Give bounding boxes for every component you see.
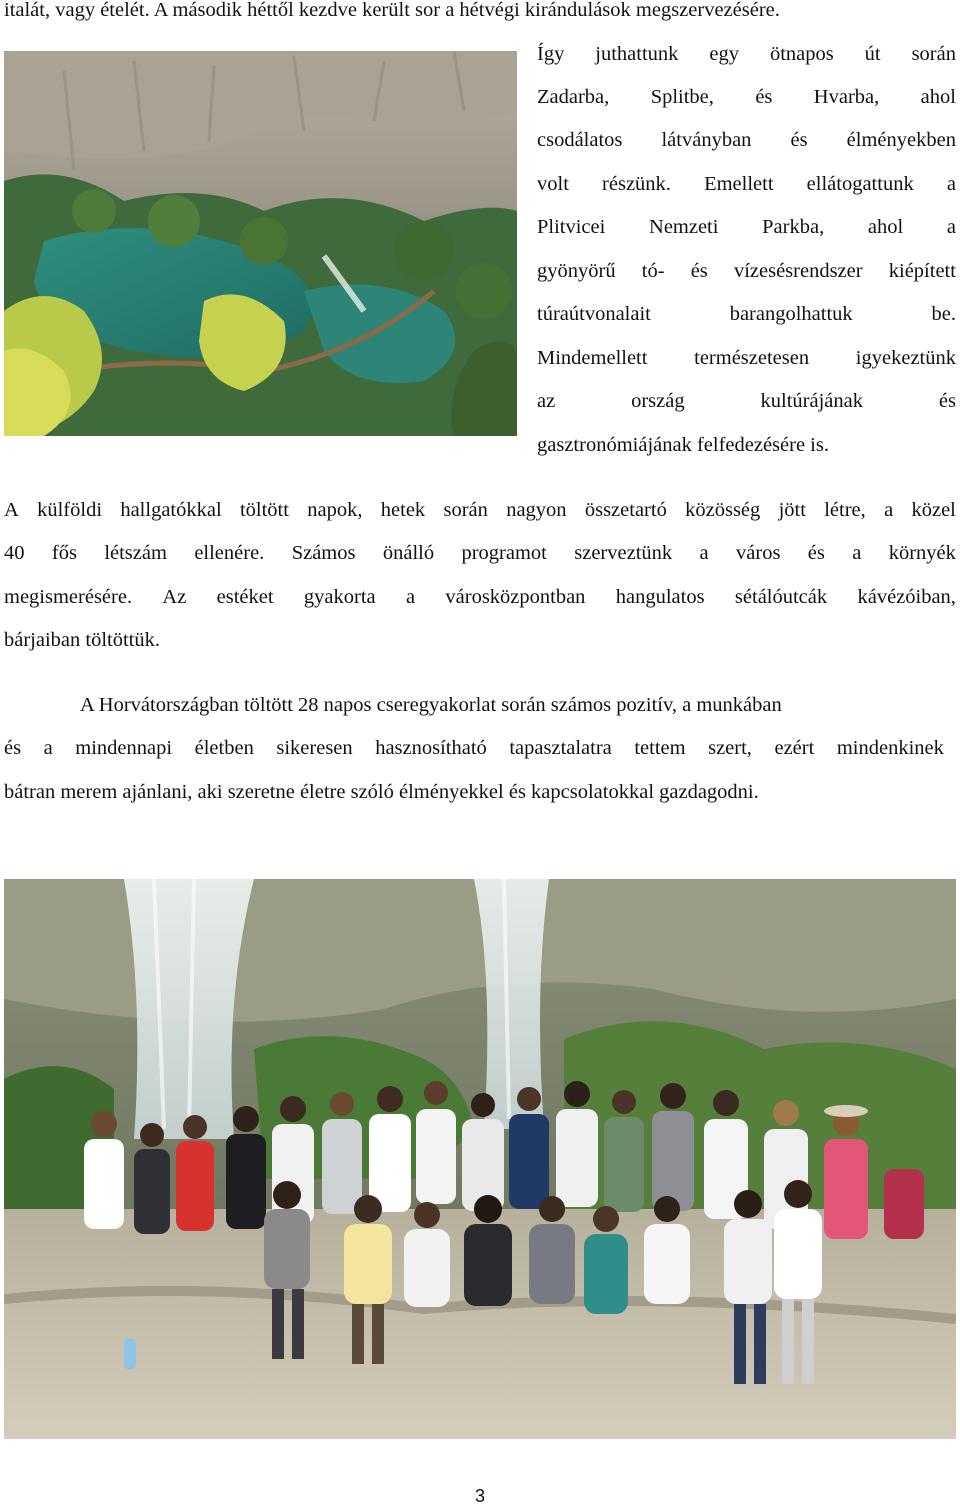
word: tettem xyxy=(634,737,686,759)
word: ötnapos xyxy=(769,43,834,65)
word: Zadarba, xyxy=(537,86,610,108)
paragraph-2-line-1 xyxy=(4,497,956,523)
paragraph-2-line-4: bárjaiban töltöttük. xyxy=(4,629,160,651)
side-text-line-5 xyxy=(537,214,956,240)
word: Számos xyxy=(291,542,356,564)
text-line-top: italát, vagy ételét. A második héttől kezdve került sor a hétvégi kirándulások megszervezésére. xyxy=(4,0,780,21)
word: vízesésrendszer xyxy=(733,260,863,282)
word: juthattunk xyxy=(595,43,679,65)
word: Nemzeti xyxy=(649,216,719,238)
word: tapasztalatra xyxy=(509,737,612,759)
word: az xyxy=(537,390,556,412)
side-text-line-6 xyxy=(537,258,956,284)
word: életben xyxy=(194,737,254,759)
side-text-line-2 xyxy=(537,84,956,110)
word: igyekeztünk xyxy=(855,347,956,369)
word: környék xyxy=(888,542,956,564)
word: megismerésére. xyxy=(4,586,133,608)
word: sétálóutcák xyxy=(734,586,828,608)
word: sikeresen xyxy=(276,737,353,759)
word: hallgatókkal xyxy=(120,499,222,521)
paragraph-2-line-2 xyxy=(4,540,956,566)
word: napok, xyxy=(307,499,363,521)
word: a xyxy=(946,216,956,238)
word: tó- xyxy=(641,260,665,282)
word: hasznosítható xyxy=(375,737,487,759)
word: természetesen xyxy=(694,347,810,369)
word: mindennapi xyxy=(75,737,173,759)
word: látványban xyxy=(661,129,752,151)
word: önálló xyxy=(382,542,435,564)
word: ország xyxy=(631,390,685,412)
word: kultúrájának xyxy=(760,390,863,412)
word: Emellett xyxy=(704,173,774,195)
word: mindenkinek xyxy=(836,737,944,759)
side-text-line-7 xyxy=(537,301,956,327)
word: A xyxy=(4,499,19,521)
word: Parkba, xyxy=(762,216,825,238)
word: város xyxy=(736,542,781,564)
word: kávézóiban, xyxy=(857,586,956,608)
group-waterfall-photo xyxy=(4,879,956,1439)
word: 40 xyxy=(4,542,25,564)
paragraph-3-line-3: bátran merem ajánlani, aki szeretne életre szóló élményekkel és kapcsolatokkal gazdagodni. xyxy=(4,781,759,803)
word: a xyxy=(43,737,53,759)
side-text-line-8 xyxy=(537,345,956,371)
word: töltött xyxy=(239,499,289,521)
word: létre, xyxy=(824,499,866,521)
word: hetek xyxy=(380,499,426,521)
word: ezért xyxy=(774,737,815,759)
word: és xyxy=(938,390,956,412)
word: a xyxy=(884,499,894,521)
word: programot xyxy=(461,542,547,564)
word: gyakorta xyxy=(303,586,376,608)
word: során xyxy=(911,43,956,65)
word: Plitvicei xyxy=(537,216,606,238)
word: során xyxy=(443,499,488,521)
word: nagyon xyxy=(506,499,567,521)
word: be. xyxy=(931,303,956,325)
word: túraútvonalait xyxy=(537,303,651,325)
word: barangolhattuk xyxy=(729,303,853,325)
word: hangulatos xyxy=(615,586,705,608)
page-number: 3 xyxy=(474,1486,485,1506)
paragraph-3-line-2 xyxy=(4,735,944,761)
word: élményekben xyxy=(846,129,956,151)
word: részünk. xyxy=(602,173,671,195)
plitvice-lakes-photo xyxy=(4,51,517,436)
word: út xyxy=(864,43,881,65)
paragraph-3-line-1: A Horvátországban töltött 28 napos cseregyakorlat során számos pozitív, a munkában xyxy=(80,694,782,716)
word: Splitbe, xyxy=(650,86,714,108)
word: és xyxy=(690,260,708,282)
word: Hvarba, xyxy=(813,86,880,108)
word: összetartó xyxy=(584,499,667,521)
word: csodálatos xyxy=(537,129,623,151)
word: és xyxy=(755,86,773,108)
word: ellenére. xyxy=(194,542,265,564)
word: ahol xyxy=(867,216,904,238)
word: fős xyxy=(51,542,77,564)
word: és xyxy=(807,542,825,564)
word: jött xyxy=(778,499,806,521)
word: ellátogattunk xyxy=(806,173,914,195)
word: gyönyörű xyxy=(537,260,616,282)
word: a xyxy=(852,542,862,564)
word: és xyxy=(790,129,808,151)
side-text-line-10: gasztronómiájának felfedezésére is. xyxy=(537,434,829,456)
word: volt xyxy=(537,173,569,195)
word: ahol xyxy=(920,86,956,108)
word: szert, xyxy=(708,737,752,759)
word: közel xyxy=(911,499,956,521)
word: külföldi xyxy=(37,499,103,521)
word: a xyxy=(699,542,709,564)
word: Mindemellett xyxy=(537,347,648,369)
word: Az xyxy=(162,586,187,608)
word: és xyxy=(4,737,22,759)
word: estéket xyxy=(216,586,274,608)
word: kiépített xyxy=(888,260,956,282)
side-text-line-1 xyxy=(537,41,956,67)
side-text-line-9 xyxy=(537,388,956,414)
word: közösség xyxy=(685,499,761,521)
word: városközpontban xyxy=(445,586,586,608)
paragraph-2-line-3 xyxy=(4,584,956,610)
word: a xyxy=(405,586,416,608)
word: Így xyxy=(537,43,565,65)
word: egy xyxy=(709,43,739,65)
side-text-line-4 xyxy=(537,171,956,197)
side-text-line-3 xyxy=(537,127,956,153)
word: létszám xyxy=(104,542,167,564)
word: a xyxy=(946,173,956,195)
word: szerveztünk xyxy=(574,542,673,564)
